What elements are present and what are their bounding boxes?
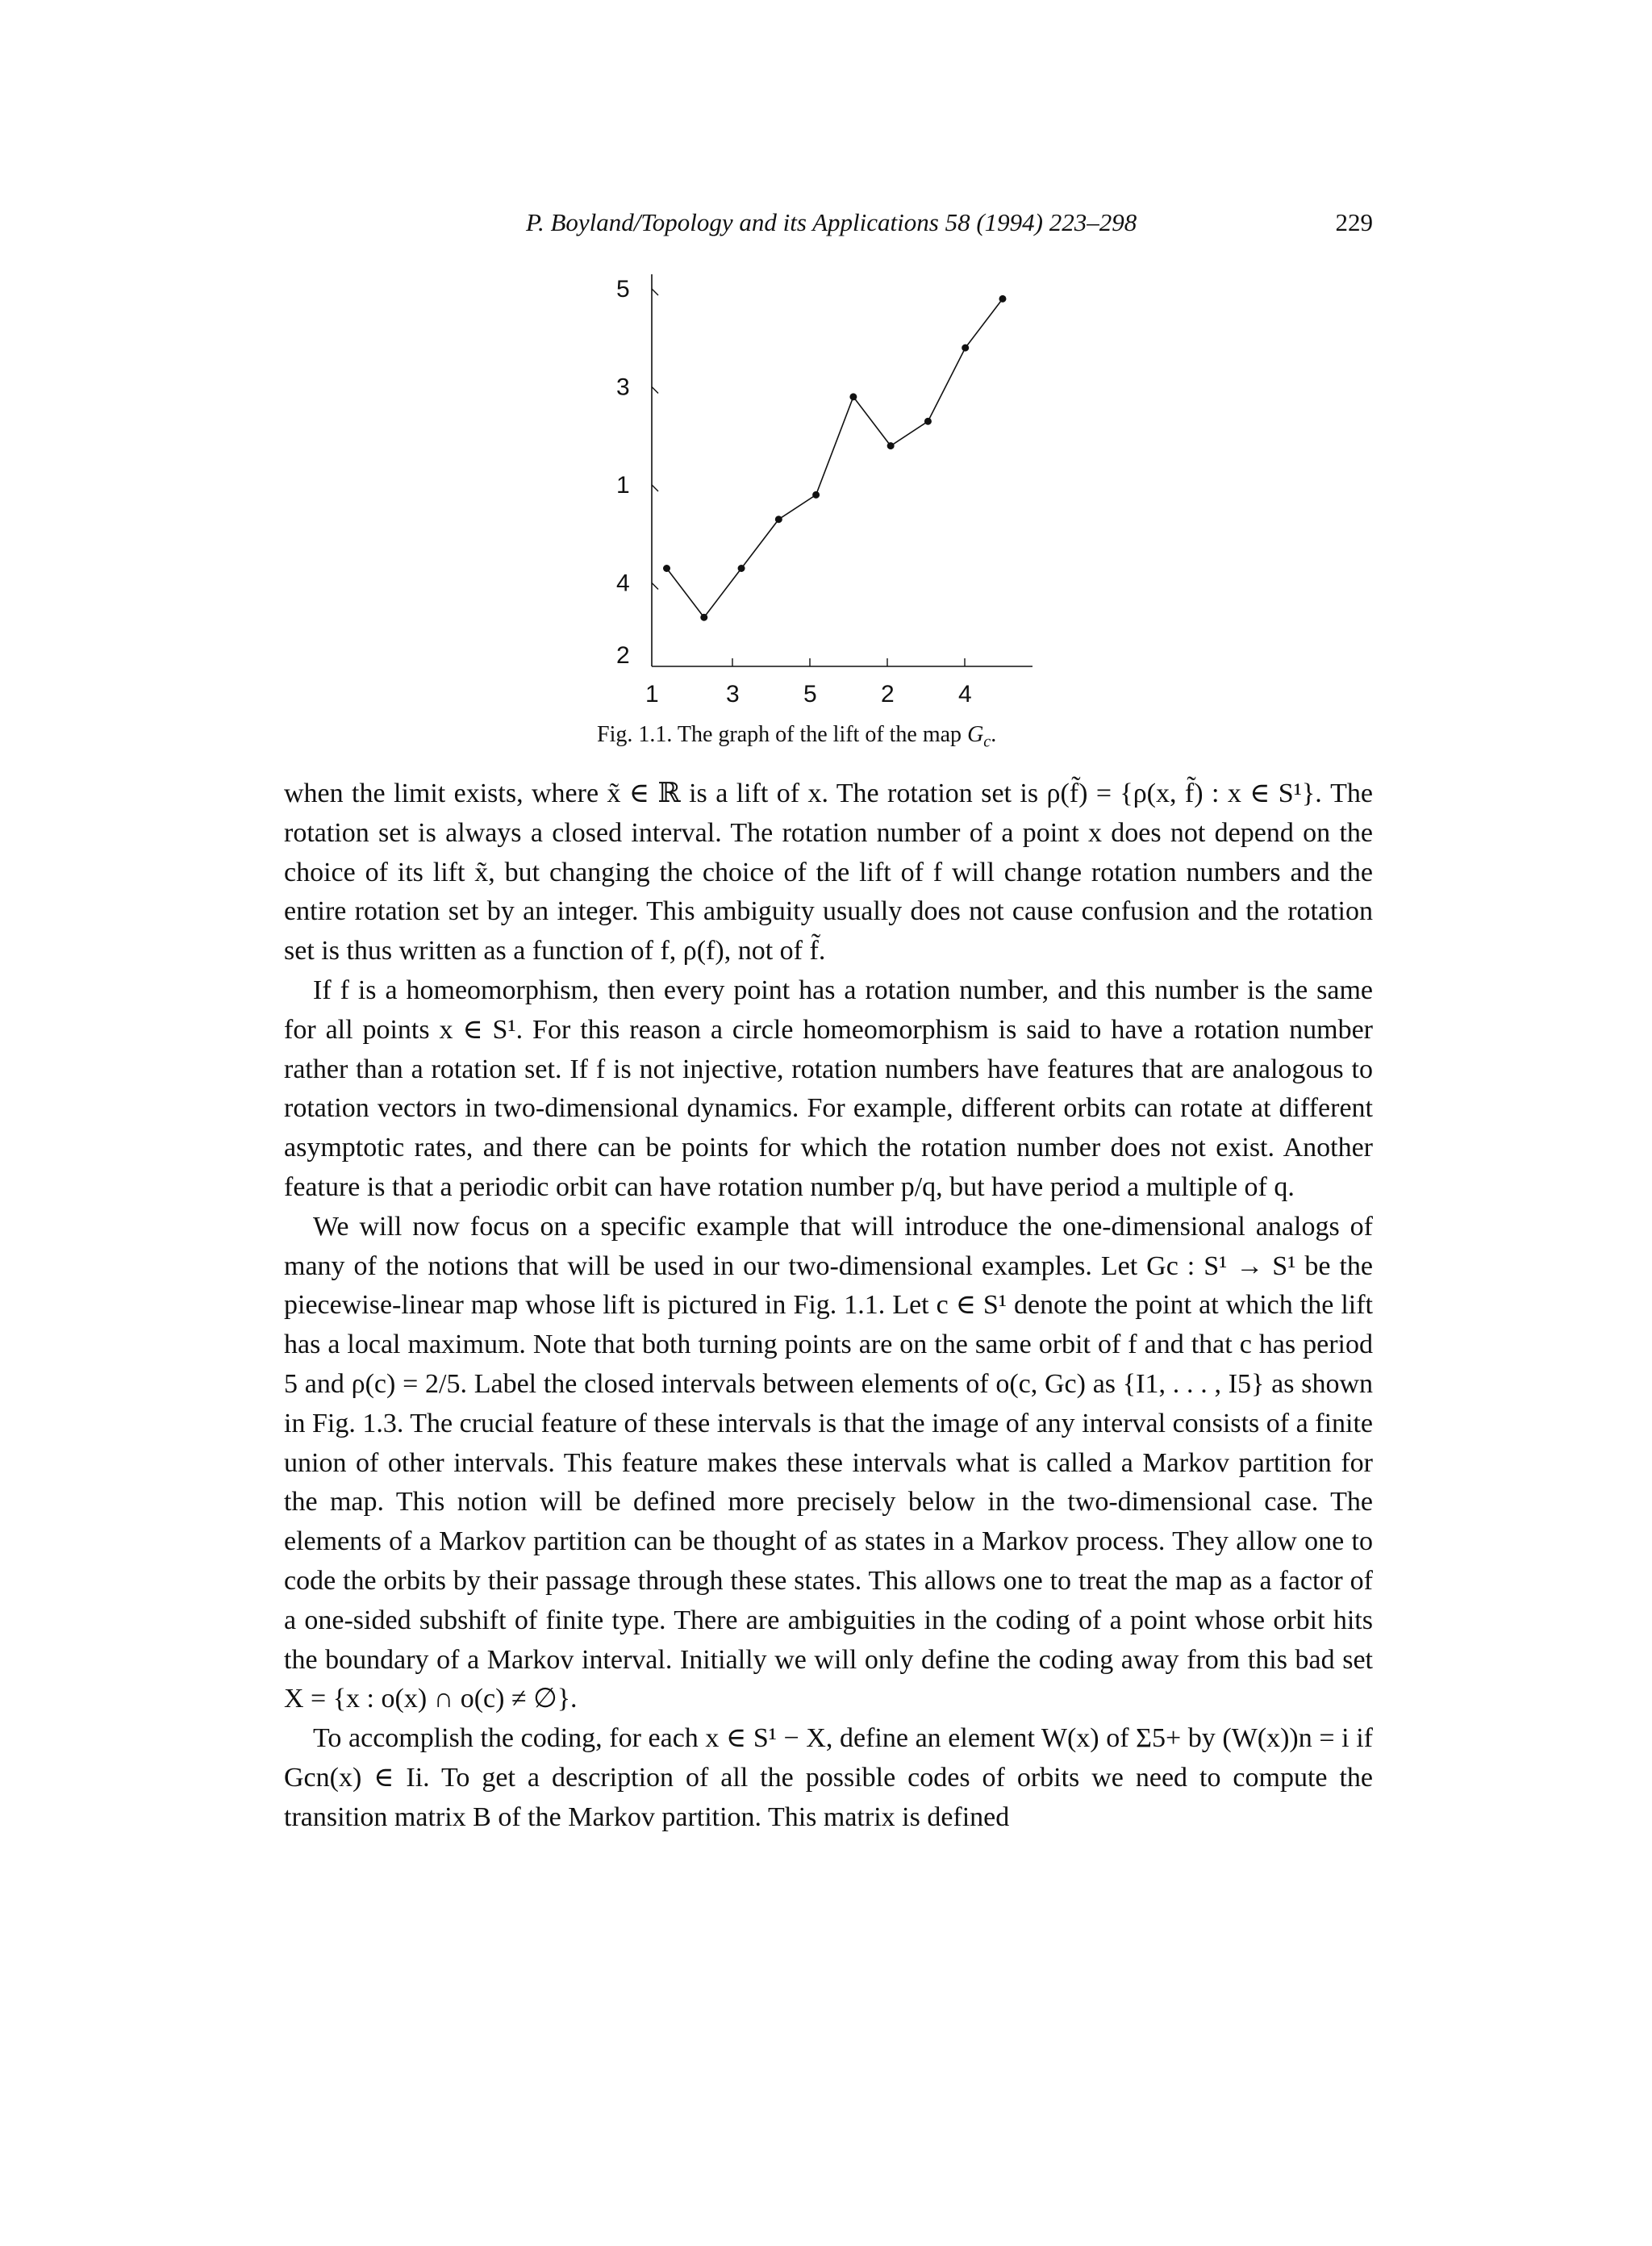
series-line xyxy=(667,298,1003,617)
y-tick xyxy=(652,289,658,295)
caption-period: . xyxy=(991,722,997,747)
y-tick xyxy=(652,485,658,491)
data-point xyxy=(663,565,670,572)
data-point xyxy=(812,491,820,499)
caption-symbol: G xyxy=(967,722,984,747)
y-tick xyxy=(652,387,658,394)
y-tick xyxy=(652,583,658,590)
x-tick-label: 3 xyxy=(726,681,740,708)
paragraph-3: We will now focus on a specific example that will introduce the one-dimensional analogs of many of the notions that will be used in our two-dimensional examples. Let Gc : S¹ → S¹ be the piecewise-linear map whose lift is pictured in Fig. 1.1. Let c ∈ S¹ denote the point at which the lift has a local maximum. Note that both turning points are on the same orbit of f and that c has period 5 and ρ(c) = 2/5. Label the closed intervals between elements of o(c, Gc) as {I1, . . . , I5} as shown in Fig. 1.3. The crucial feature of these intervals is that the image of any interval consists of a finite union of other intervals. This feature makes these intervals what is called a Markov partition for the map. This notion will be defined more precisely below in the two-dimensional case. The elements of a Markov partition can be thought of as states in a Markov process. They allow one to code the orbits by their passage through these states. This allows one to treat the map as a factor of a one-sided subshift of finite type. There are ambiguities in the coding of a point whose orbit hits the boundary of a Markov interval. Initially we will only define the coding away from this bad set X = {x : o(x) ∩ o(c) ≠ ∅}. xyxy=(284,1211,1373,1714)
data-point xyxy=(999,295,1006,303)
caption-text: Fig. 1.1. The graph of the lift of the map xyxy=(597,722,968,747)
x-tick-label: 5 xyxy=(803,681,817,708)
y-tick-label: 3 xyxy=(616,374,630,401)
y-tick-label: 2 xyxy=(616,642,630,669)
y-tick-label: 5 xyxy=(616,276,630,303)
page-number: 229 xyxy=(1335,208,1373,236)
data-point xyxy=(700,614,707,621)
x-tick-label: 1 xyxy=(645,681,659,708)
x-tick-label: 2 xyxy=(881,681,895,708)
figure-1-1 xyxy=(565,266,1081,718)
x-tick-label: 4 xyxy=(958,681,972,708)
data-point xyxy=(849,393,857,400)
y-tick-label: 4 xyxy=(616,570,630,597)
figure-caption xyxy=(597,722,1097,752)
data-point xyxy=(924,418,932,425)
paragraph-2: If f is a homeomorphism, then every point has a rotation number, and this number is the same for all points x ∈ S¹. For this reason a circle homeomorphism is said to have a rotation number rather than a rotation set. If f is not injective, rotation numbers have features that are analogous to rotation vectors in two-dimensional dynamics. For example, different orbits can rotate at different asymptotic rates, and there can be points for which the rotation number does not exist. Another feature is that a periodic orbit can have rotation number p/q, but have period a multiple of q. xyxy=(284,975,1373,1202)
paragraph-1: when the limit exists, where x̃ ∈ ℝ is a lift of x. The rotation set is ρ(f̃) = {ρ(x, f̃) : x ∈ S¹}. The rotation set is always a closed interval. The rotation number of a point x does not depend on the choice of its lift x̃, but changing the choice of the lift of f will change rotation numbers and the entire rotation set by an integer. This ambiguity usually does not cause confusion and the rotation set is thus written as a function of f, ρ(f), not of f̃. xyxy=(284,779,1373,966)
running-title: P. Boyland/Topology and its Applications 58 (1994) 223–298 xyxy=(526,208,1137,236)
caption-subscript: c xyxy=(983,733,991,751)
body-text xyxy=(284,774,1373,1838)
paragraph-4: To accomplish the coding, for each x ∈ S¹ − X, define an element W(x) of Σ5+ by (W(x))n = i if Gcn(x) ∈ Ii. To get a description of all the possible codes of orbits we need to compute the transition matrix B of the Markov partition. This matrix is defined xyxy=(284,1723,1373,1832)
y-tick-label: 1 xyxy=(616,472,630,499)
data-point xyxy=(738,565,745,572)
lift-graph-chart xyxy=(565,266,1081,718)
running-header xyxy=(526,208,1373,240)
data-point xyxy=(775,516,782,523)
data-point xyxy=(887,442,895,449)
data-point xyxy=(962,344,969,352)
